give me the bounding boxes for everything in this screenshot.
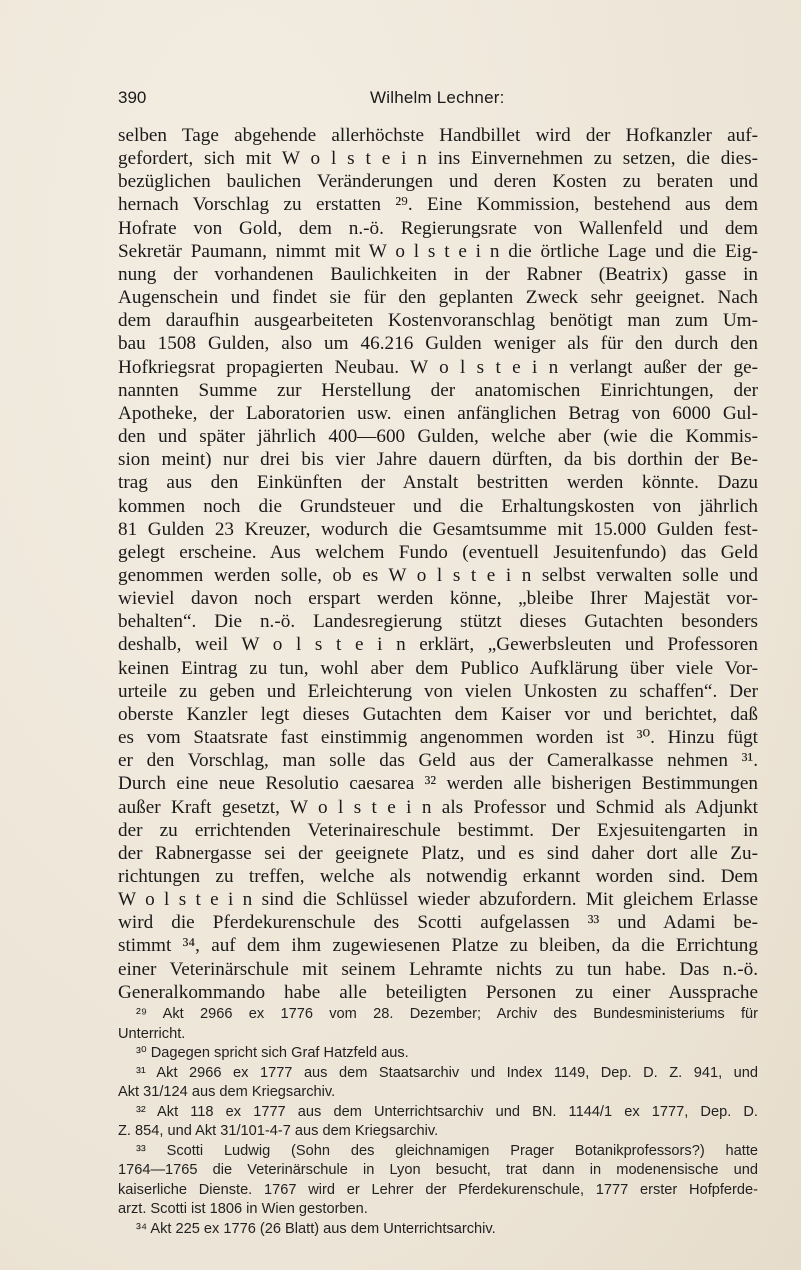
- body-line: der zu errichtenden Veterinaireschule bestimmt. Der Exjesuitengarten in: [118, 819, 758, 841]
- body-line: außer Kraft gesetzt, W o l s t e i n als Professor und Schmid als Adjunkt: [118, 796, 758, 818]
- body-line: selben Tage abgehende allerhöchste Handbillet wird der Hofkanzler auf-: [118, 125, 758, 146]
- footnote-line: ³⁰ Dagegen spricht sich Graf Hatzfeld aus.: [136, 1045, 409, 1061]
- footnotes: [118, 1005, 758, 1239]
- body-line: Hofkriegsrat propagierten Neubau. W o l s t e i n verlangt außer der ge-: [118, 356, 758, 378]
- footnote-line: ³³ Scotti Ludwig (Sohn des gleichnamigen Prager Botanikprofessors?) hatte: [136, 1142, 758, 1159]
- body-line: nannten Summe zur Herstellung der anatomischen Einrichtungen, der: [118, 379, 758, 401]
- running-head: Wilhelm Lechner:: [370, 88, 505, 107]
- footnote-line: ³² Akt 118 ex 1777 aus dem Unterrichtsarchiv und BN. 1144/1 ex 1777, Dep. D.: [136, 1103, 758, 1120]
- footnote-line: 1764—1765 die Veterinärschule in Lyon besucht, trat dann in modenensische und: [118, 1162, 758, 1178]
- body-line: er den Vorschlag, man solle das Geld aus der Cameralkasse nehmen ³¹.: [118, 750, 758, 772]
- body-line: einer Veterinärschule mit seinem Lehramte nichts zu tun habe. Das n.-ö.: [118, 958, 758, 980]
- body-line: keinen Eintrag zu tun, wohl aber dem Publico Aufklärung über viele Vor-: [118, 657, 758, 679]
- footnote-line: ³⁴ Akt 225 ex 1776 (26 Blatt) aus dem Unterrichtsarchiv.: [136, 1220, 496, 1237]
- body-line: hernach Vorschlag zu erstatten ²⁹. Eine Kommission, bestehend aus dem: [118, 194, 758, 216]
- footnote-line: ³¹ Akt 2966 ex 1777 aus dem Staatsarchiv und Index 1149, Dep. D. Z. 941, und: [136, 1064, 758, 1081]
- page-number: 390: [118, 88, 147, 107]
- body-line: wieviel davon noch erspart werden könne, „bleibe Ihrer Majestät vor-: [118, 588, 758, 610]
- body-line: der Rabnergasse sei der geeignete Platz, und es sind daher dort alle Zu-: [118, 842, 758, 864]
- body-line: urteile zu geben und Erleichterung von vielen Unkosten zu schaffen“. Der: [118, 680, 758, 702]
- body-line: Augenschein und findet sie für den geplanten Zweck sehr geeignet. Nach: [118, 287, 758, 309]
- body-line: deshalb, weil W o l s t e i n erklärt, „Gewerbsleuten und Professoren: [118, 634, 758, 656]
- footnote-line: Akt 31/124 aus dem Kriegsarchiv.: [118, 1084, 336, 1100]
- body-line: Sekretär Paumann, nimmt mit W o l s t e i n die örtliche Lage und die Eig-: [118, 240, 758, 262]
- body-line: bau 1508 Gulden, also um 46.216 Gulden weniger als für den durch den: [118, 333, 758, 355]
- body-line: Durch eine neue Resolutio caesarea ³² werden alle bisherigen Bestimmungen: [118, 773, 758, 795]
- body-line: kommen noch die Grundsteuer und die Erhaltungskosten von jährlich: [118, 495, 758, 517]
- body-line: bezüglichen baulichen Veränderungen und deren Kosten zu beraten und: [118, 171, 758, 193]
- body-line: Hofrate von Gold, dem n.-ö. Regierungsrate von Wallenfeld und dem: [118, 217, 758, 239]
- body-line: 81 Gulden 23 Kreuzer, wodurch die Gesamtsumme mit 15.000 Gulden fest-: [118, 518, 758, 540]
- footnote-line: arzt. Scotti ist 1806 in Wien gestorben.: [118, 1201, 368, 1217]
- body-line: dem daraufhin ausgearbeiteten Kostenvoranschlag benötigt man zum Um-: [118, 310, 758, 332]
- body-line: wird die Pferdekurenschule des Scotti aufgelassen ³³ und Adami be-: [118, 912, 758, 934]
- footnote-line: ²⁹ Akt 2966 ex 1776 vom 28. Dezember; Archiv des Bundesministeriums für: [136, 1006, 758, 1022]
- body-line: genommen werden solle, ob es W o l s t e i n selbst verwalten solle und: [118, 564, 758, 586]
- footnote-line: Unterricht.: [118, 1025, 186, 1042]
- body-line: den und später jährlich 400—600 Gulden, welche aber (wie die Kommis-: [118, 426, 758, 448]
- body-line: richtungen zu treffen, welche als notwendig erkannt worden sind. Dem: [118, 866, 758, 887]
- footnote-line: Z. 854, und Akt 31/101-4-7 aus dem Kriegsarchiv.: [118, 1123, 439, 1139]
- body-line: sion meint) nur drei bis vier Jahre dauern dürften, da bis dorthin der Be-: [118, 449, 758, 471]
- body-line: nung der vorhandenen Baulichkeiten in der Rabner (Beatrix) gasse in: [118, 263, 758, 285]
- body-line: Apotheke, der Laboratorien usw. einen anfänglichen Betrag von 6000 Gul-: [118, 402, 758, 424]
- body-line: gelegt erscheine. Aus welchem Fundo (eventuell Jesuitenfundo) das Geld: [118, 541, 758, 563]
- body-line: es vom Staatsrate fast einstimmig angenommen worden ist ³⁰. Hinzu fügt: [118, 727, 758, 749]
- body-line: gefordert, sich mit W o l s t e i n ins Einvernehmen zu setzen, die dies-: [118, 148, 758, 170]
- body-line: trag aus den Einkünften der Anstalt bestritten werden könnte. Dazu: [118, 472, 758, 494]
- body-line: oberste Kanzler legt dieses Gutachten dem Kaiser vor und berichtet, daß: [118, 703, 758, 725]
- body-text: [118, 124, 758, 1004]
- body-line: W o l s t e i n sind die Schlüssel wieder abzufordern. Mit gleichem Erlasse: [118, 889, 758, 911]
- body-line: behalten“. Die n.-ö. Landesregierung stützt dieses Gutachten besonders: [118, 611, 758, 633]
- footnote-line: kaiserliche Dienste. 1767 wird er Lehrer der Pferdekurenschule, 1777 erster Hofpferde-: [118, 1181, 758, 1198]
- body-line: stimmt ³⁴, auf dem ihm zugewiesenen Platze zu bleiben, da die Errichtung: [118, 935, 758, 957]
- page-header: [118, 88, 758, 112]
- body-line: Generalkommando habe alle beteiligten Personen zu einer Aussprache: [118, 981, 758, 1003]
